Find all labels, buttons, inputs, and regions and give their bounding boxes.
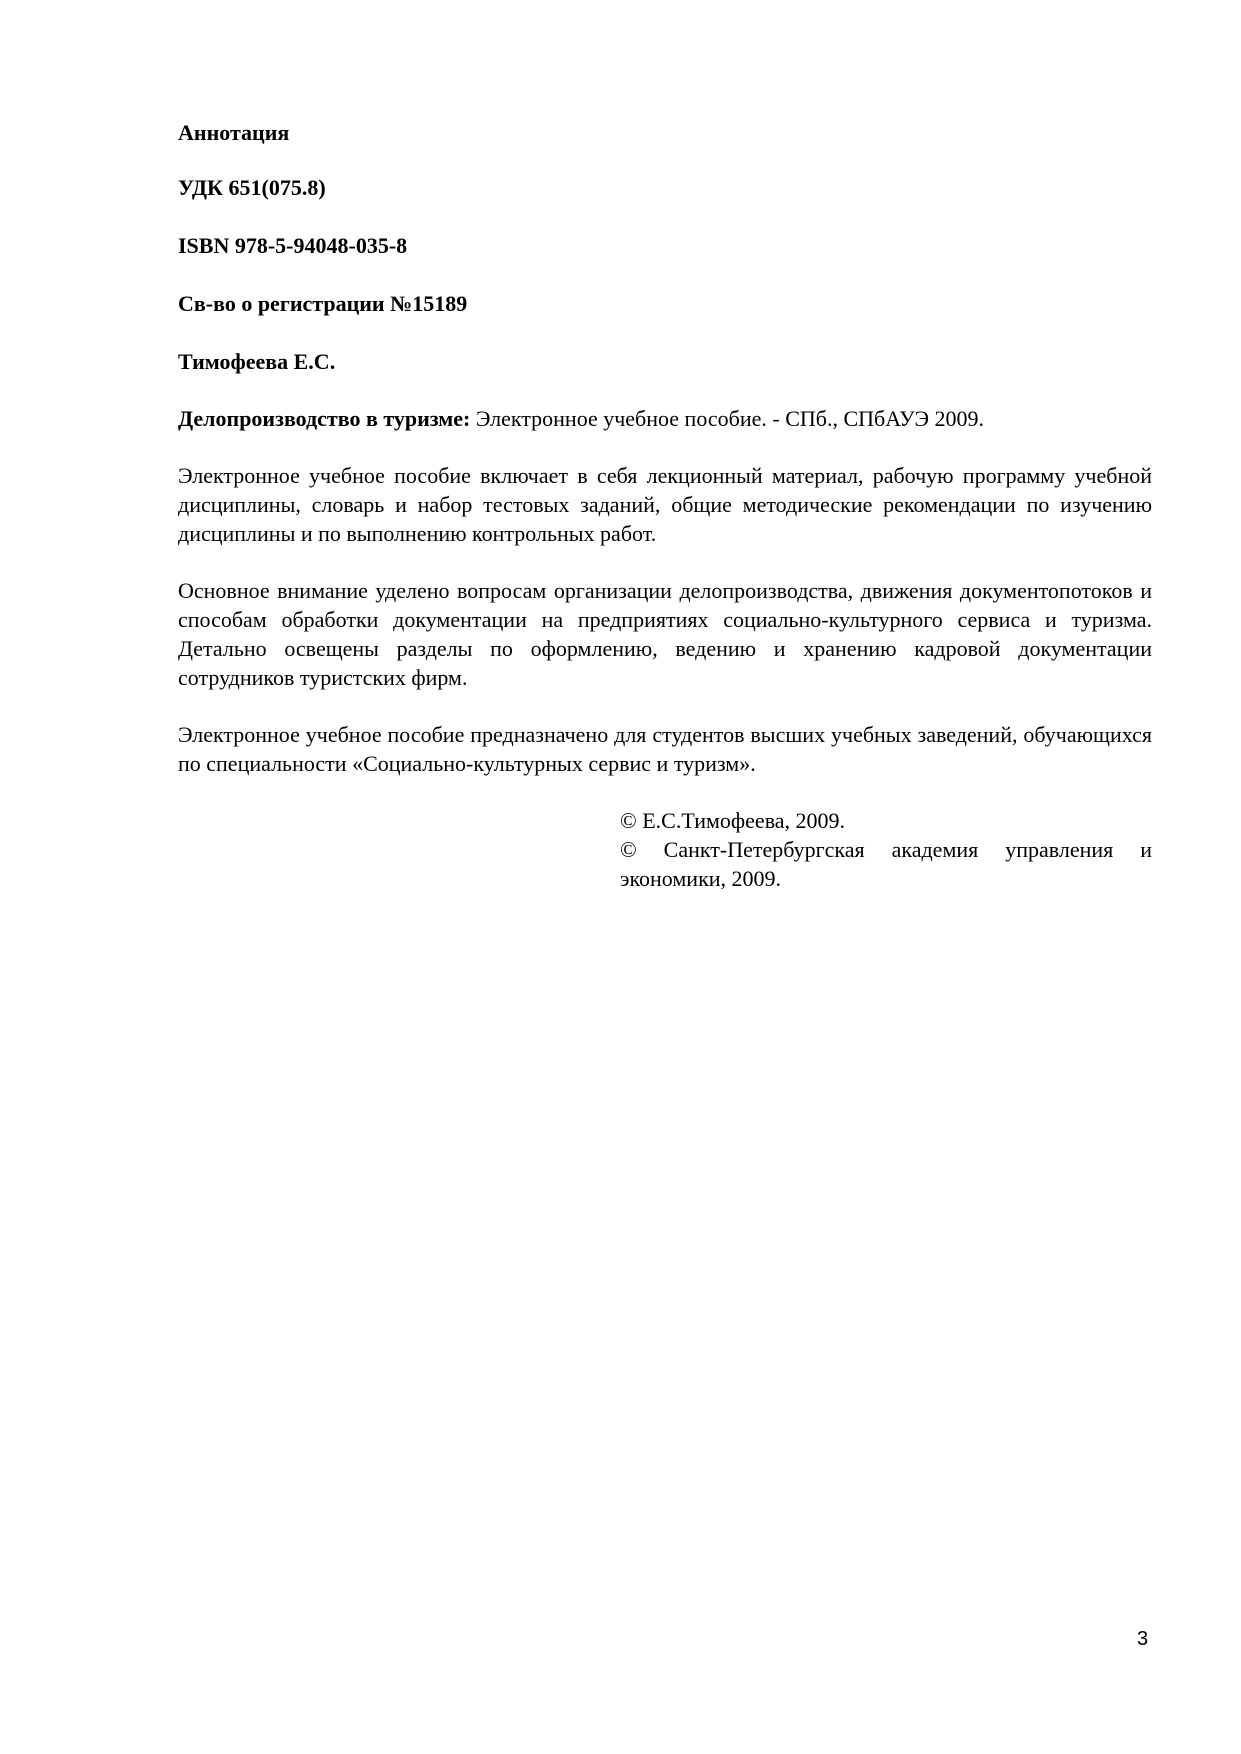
isbn-code: ISBN 978-5-94048-035-8: [178, 233, 408, 258]
book-publication-info: Электронное учебное пособие. - СПб., СПбАУЭ 2009.: [470, 406, 984, 431]
annotation-heading: Аннотация: [178, 120, 290, 145]
description-paragraph-1: Электронное учебное пособие включает в себя лекционный материал, рабочую программу учебной дисциплины, словарь и набор тестовых заданий, общие методические рекомендации по изучению дисциплины и по выполнению контрольных работ.: [178, 463, 1152, 546]
book-title-line: [178, 404, 1152, 433]
book-title: Делопроизводство в туризме:: [178, 406, 471, 431]
description-paragraph-2: Основное внимание уделено вопросам организации делопроизводства, движения документопотоков и способам обработки документации на предприятиях социально-культурного сервиса и туризма. Детально освещены разделы по оформлению, ведению и хранению кадровой документации сотрудников туристских фирм.: [178, 578, 1152, 690]
registration-number: Св-во о регистрации №15189: [178, 291, 468, 316]
description-paragraph-3: Электронное учебное пособие предназначено для студентов высших учебных заведений, обучающихся по специальности «Социально-культурных сервис и туризм».: [178, 722, 1152, 776]
copyright-academy: © Санкт-Петербургская академия управления и экономики, 2009.: [620, 837, 1152, 891]
document-page: [178, 0, 1152, 1754]
page-number: 3: [1137, 1628, 1149, 1650]
copyright-block: [620, 806, 1152, 893]
author-name: Тимофеева Е.С.: [178, 349, 336, 374]
udk-code: УДК 651(075.8): [178, 175, 326, 200]
copyright-author: © Е.С.Тимофеева, 2009.: [620, 808, 846, 833]
